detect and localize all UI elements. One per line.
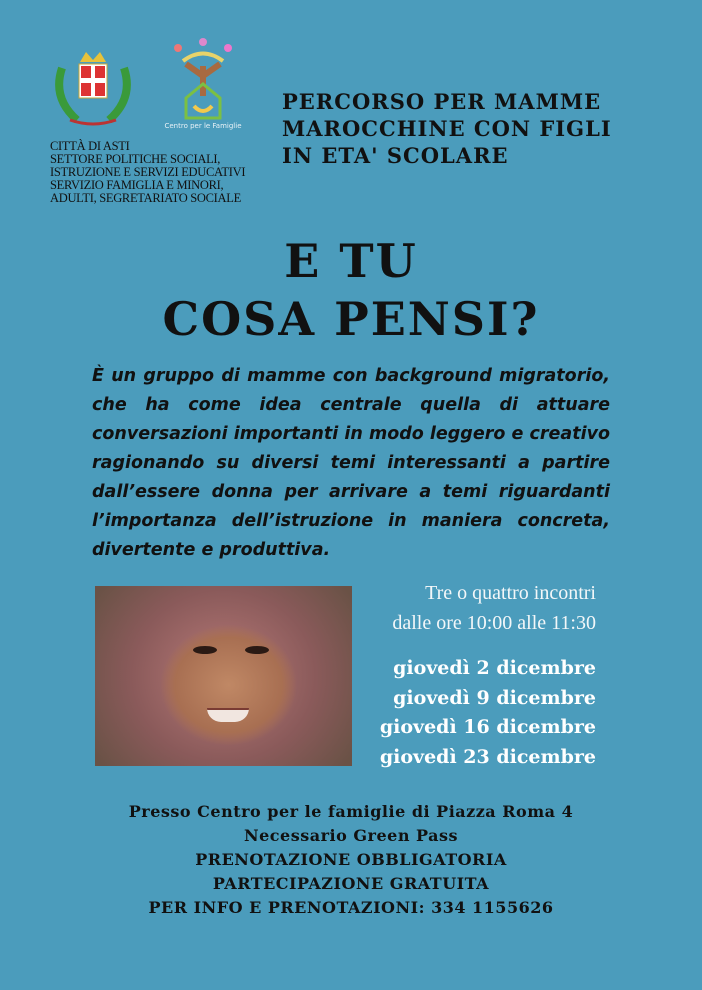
org-line: SERVIZIO FAMIGLIA E MINORI, — [50, 178, 224, 192]
headline-line: IN ETA' SCOLARE — [282, 143, 509, 168]
org-line: SETTORE POLITICHE SOCIALI, — [50, 152, 221, 166]
org-line: ISTRUZIONE E SERVIZI EDUCATIVI — [50, 165, 246, 179]
footer-line: PARTECIPAZIONE GRATUITA — [212, 874, 490, 893]
date-item: giovedì 9 dicembre — [393, 686, 596, 709]
citta-di-asti-crest-logo — [52, 48, 134, 128]
footer-line: PER INFO E PRENOTAZIONI: 334 1155626 — [148, 898, 554, 917]
date-item: giovedì 23 dicembre — [379, 745, 596, 768]
footer-line: PRENOTAZIONE OBBLIGATORIA — [195, 850, 507, 869]
centro-logo-caption: Centro per le Famiglie — [164, 122, 242, 130]
schedule-line: Tre o quattro incontri — [425, 582, 596, 604]
dates-list — [380, 654, 596, 772]
centro-per-le-famiglie-logo — [158, 36, 248, 136]
org-line: CITTÀ DI ASTI — [50, 139, 130, 153]
organization-block — [50, 140, 245, 205]
schedule-info — [392, 578, 596, 638]
page-title — [0, 232, 702, 348]
woman-photo — [95, 586, 352, 766]
schedule-line: dalle ore 10:00 alle 11:30 — [392, 612, 596, 634]
date-item: giovedì 2 dicembre — [393, 657, 596, 679]
headline-line: MAROCCHINE CON FIGLI — [282, 116, 612, 141]
title-line: E TU — [284, 234, 418, 288]
description: È un gruppo di mamme con background migratorio, che ha come idea centrale quella di attuare conversazioni importanti in modo leggero e creativo ragionando su diversi temi interessanti a partire dall’essere donna per arrivare a temi riguardanti l’importanza dell’istruzione in maniera concreta, divertente e produttiva. — [92, 366, 610, 560]
org-line: ADULTI, SEGRETARIATO SOCIALE — [50, 191, 241, 205]
headline-line: PERCORSO PER MAMME — [282, 89, 602, 114]
footer-line: Presso Centro per le famiglie di Piazza Roma 4 — [128, 802, 574, 821]
headline — [282, 88, 642, 169]
title-line: COSA PENSI? — [162, 292, 540, 346]
date-item: giovedì 16 dicembre — [379, 716, 596, 738]
footer-info — [0, 800, 702, 920]
footer-line: Necessario Green Pass — [244, 826, 458, 845]
